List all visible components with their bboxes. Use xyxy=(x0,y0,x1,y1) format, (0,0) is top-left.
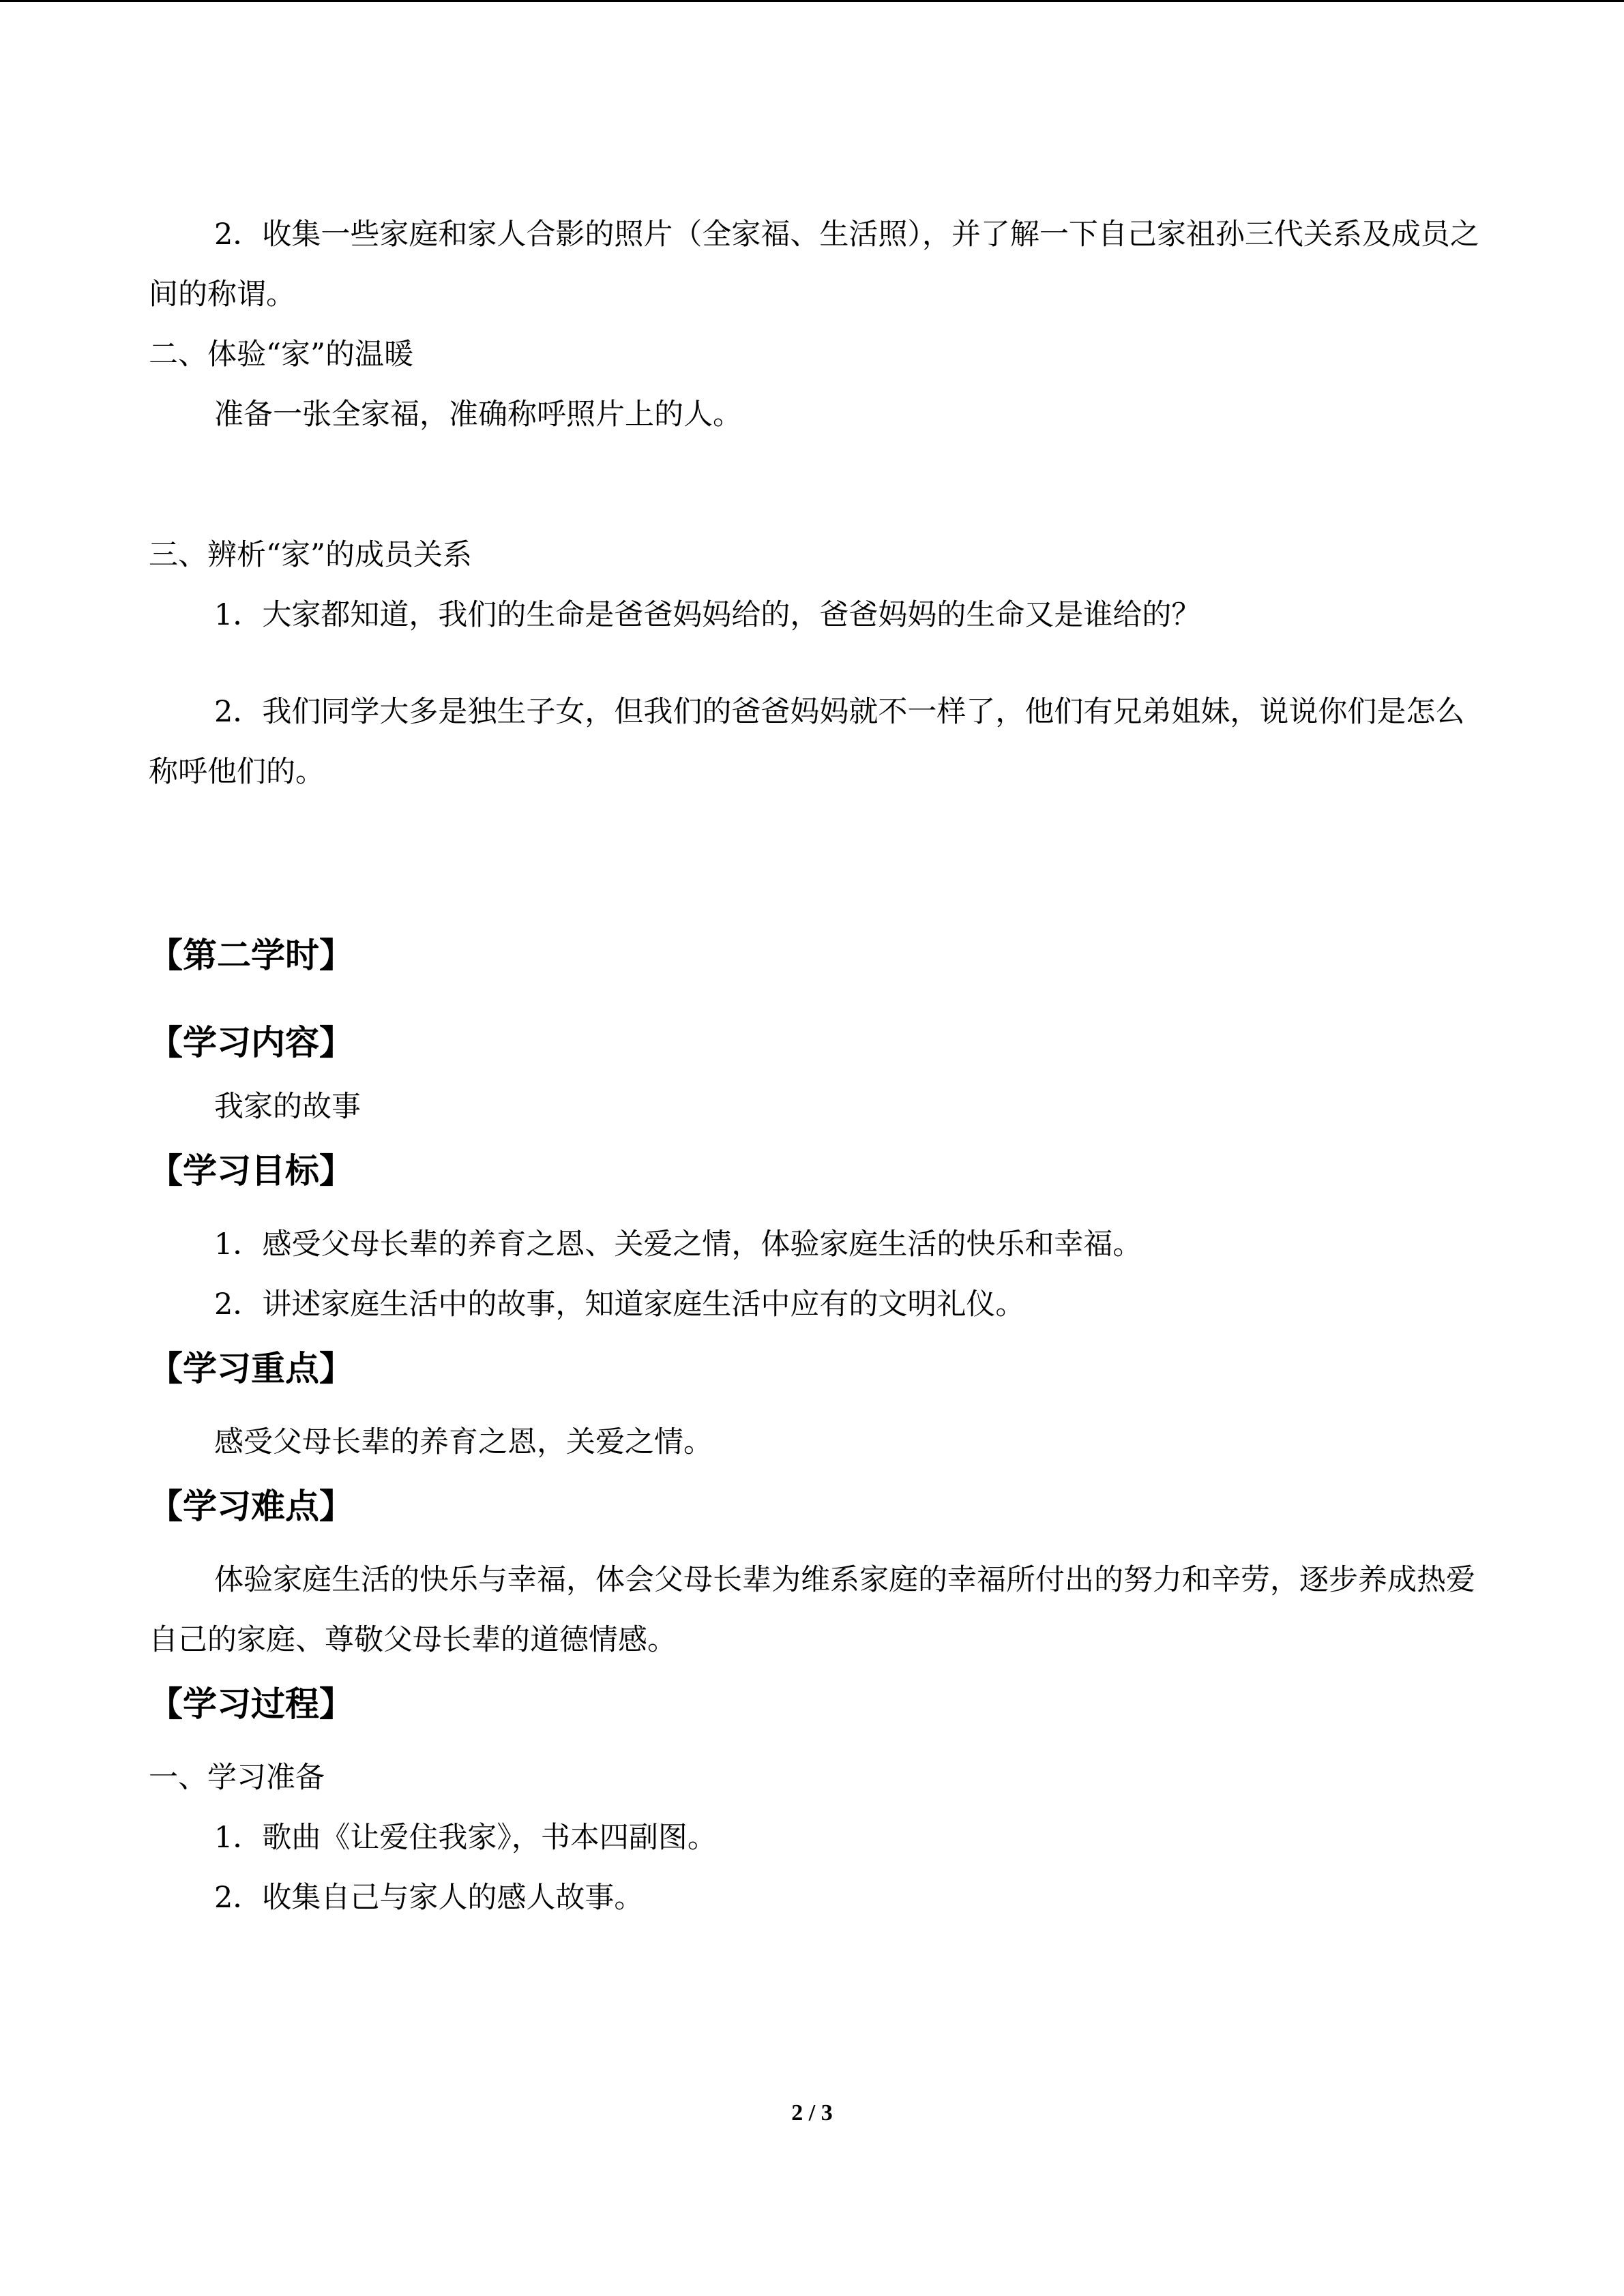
spacer xyxy=(149,661,1486,682)
spacer xyxy=(149,1540,1486,1550)
section-heading-experience-home: 二、体验“家”的温暖 xyxy=(149,338,413,372)
learning-goal-item: 2．讲述家庭生活中的故事，知道家庭生活中应有的文明礼仪。 xyxy=(214,1287,1025,1322)
page-number: 2 / 3 xyxy=(791,2100,833,2126)
learning-key-points-heading: 【学习重点】 xyxy=(149,1348,353,1388)
learning-process-item: 1．歌曲《让爱住我家》，书本四副图。 xyxy=(214,1821,717,1855)
learning-difficulties-heading: 【学习难点】 xyxy=(149,1486,353,1526)
learning-content-heading: 【学习内容】 xyxy=(149,1022,353,1062)
spacer xyxy=(149,802,1486,921)
member-relations-item-2: 2．我们同学大多是独生子女，但我们的爸爸妈妈就不一样了，他们有兄弟姐妹，说说你们是怎么称呼他们的。 xyxy=(149,695,1465,789)
spacer xyxy=(149,505,1486,525)
spacer xyxy=(149,989,1486,1009)
document-page xyxy=(149,205,1486,1928)
prep-item-2: 2．收集一些家庭和家人合影的照片（全家福、生活照），并了解一下自己家祖孙三代关系及成员之间的称谓。 xyxy=(149,218,1479,312)
learning-goals-heading: 【学习目标】 xyxy=(149,1150,353,1191)
member-relations-item-1: 1．大家都知道，我们的生命是爸爸妈妈给的，爸爸妈妈的生命又是谁给的？ xyxy=(214,598,1201,632)
top-border-line xyxy=(0,0,1624,2)
spacer xyxy=(149,1738,1486,1748)
spacer xyxy=(149,1205,1486,1214)
learning-goal-item: 1．感受父母长辈的养育之恩、关爱之情，体验家庭生活的快乐和幸福。 xyxy=(214,1227,1142,1262)
spacer xyxy=(149,445,1486,505)
learning-key-points-body: 感受父母长辈的养育之恩，关爱之情。 xyxy=(214,1425,713,1459)
learning-content-body: 我家的故事 xyxy=(214,1090,361,1124)
learning-difficulties-body: 体验家庭生活的快乐与幸福，体会父母长辈为维系家庭的幸福所付出的努力和辛劳，逐步养成热爱自己的家庭、尊敬父母长辈的道德情感。 xyxy=(149,1563,1475,1657)
learning-process-item: 2．收集自己与家人的感人故事。 xyxy=(214,1881,644,1915)
lesson2-title: 【第二学时】 xyxy=(149,935,353,975)
section-heading-member-relations: 三、辨析“家”的成员关系 xyxy=(149,538,472,572)
learning-process-heading: 【学习过程】 xyxy=(149,1684,353,1724)
spacer xyxy=(149,645,1486,661)
spacer xyxy=(149,1403,1486,1412)
learning-process-subheading: 一、学习准备 xyxy=(149,1761,325,1795)
experience-home-body: 准备一张全家福，准确称呼照片上的人。 xyxy=(214,398,742,432)
